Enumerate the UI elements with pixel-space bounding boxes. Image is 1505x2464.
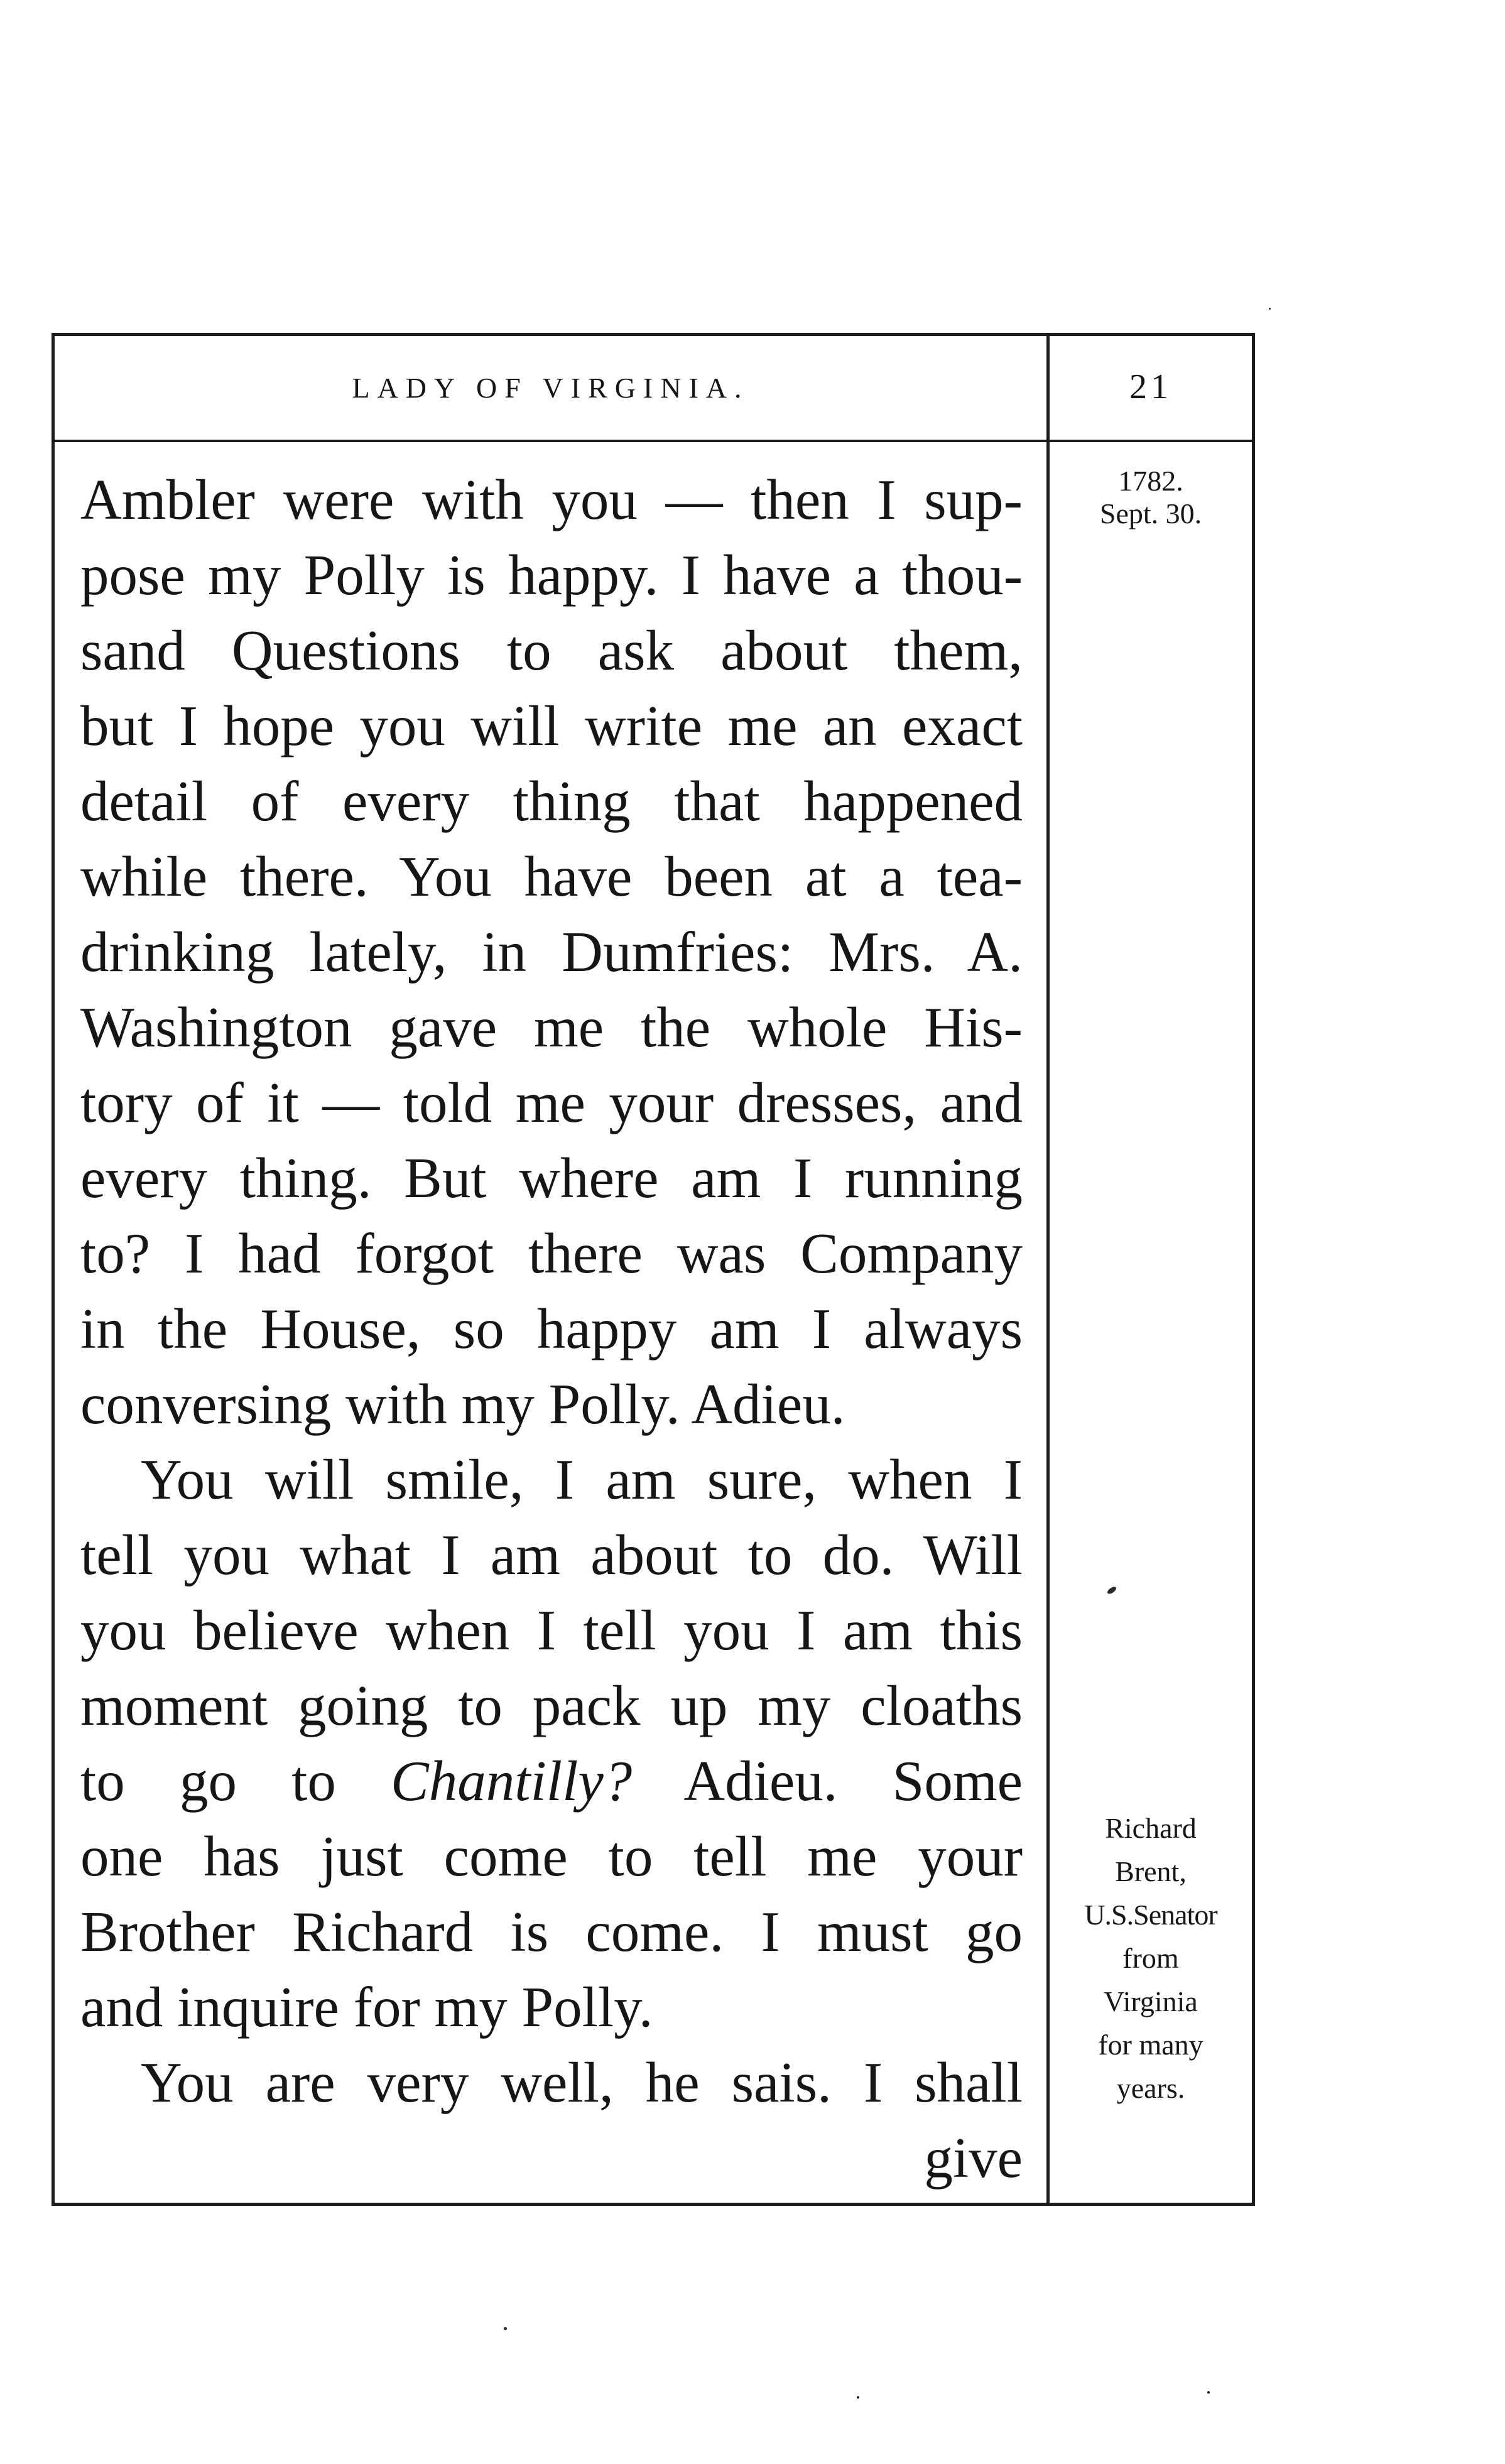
ink-speck <box>504 2327 507 2330</box>
margin-note-line: Richard <box>1105 1812 1197 1844</box>
margin-note <box>1050 1806 1252 2110</box>
margin-year: 1782. <box>1118 465 1183 497</box>
text-line: Brother Richard is come. I must go <box>80 1900 1023 1963</box>
ink-speck <box>1207 2391 1210 2394</box>
text-line: while there. You have been at a tea- <box>80 845 1023 908</box>
header-rule <box>52 440 1046 442</box>
margin-note-line: for many <box>1098 2029 1203 2061</box>
text-line: in the House, so happy am I always <box>80 1297 1023 1360</box>
text-line: you believe when I tell you I am this <box>80 1598 1023 1662</box>
text-line: You are very well, he sais. I shall <box>141 2051 1023 2114</box>
margin-note-line: U.S.Senator <box>1084 1899 1217 1931</box>
italic-place-name: Chantilly? <box>391 1749 633 1813</box>
text-line: You will smile, I am sure, when I <box>141 1448 1023 1511</box>
margin-header-rule <box>1050 440 1255 442</box>
ink-speck <box>1269 308 1271 310</box>
text-line-with-italic <box>80 1744 1023 1819</box>
text-line: conversing with my Polly. Adieu. <box>80 1372 845 1436</box>
ink-speck <box>857 2396 859 2399</box>
text-line: detail of every thing that happened <box>80 769 1023 833</box>
text-line: one has just come to tell me your <box>80 1825 1023 1888</box>
margin-note-line: Virginia <box>1104 1985 1198 2017</box>
text-line: tory of it — told me your dresses, and <box>80 1071 1023 1134</box>
text-segment: to go to <box>80 1749 336 1813</box>
margin-day: Sept. 30. <box>1099 497 1202 529</box>
text-line: and inquire for my Polly. <box>80 1975 653 2039</box>
text-line: sand Questions to ask about them, <box>80 619 1023 682</box>
text-line: tell you what I am about to do. Will <box>80 1523 1023 1587</box>
running-title: LADY OF VIRGINIA. <box>352 372 749 404</box>
margin-note-line: years. <box>1116 2072 1185 2104</box>
page-number: 21 <box>1129 367 1172 406</box>
text-line: Washington gave me the whole His- <box>80 996 1023 1059</box>
text-line: to? I had forgot there was Company <box>80 1222 1023 1285</box>
text-line: pose my Polly is happy. I have a thou- <box>80 543 1023 607</box>
body-text <box>80 462 1023 2196</box>
margin-note-line: from <box>1122 1942 1179 1974</box>
margin-date <box>1050 465 1252 530</box>
text-line: but I hope you will write me an exact <box>80 694 1023 757</box>
text-line: every thing. But where am I running <box>80 1146 1023 1210</box>
margin-note-line: Brent, <box>1115 1855 1187 1887</box>
text-line: drinking lately, in Dumfries: Mrs. A. <box>80 920 1023 984</box>
catchword: give <box>924 2126 1023 2190</box>
text-segment: Adieu. Some <box>683 1749 1023 1813</box>
text-line: moment going to pack up my cloaths <box>80 1674 1023 1737</box>
text-line: Ambler were with you — then I sup- <box>80 468 1023 531</box>
